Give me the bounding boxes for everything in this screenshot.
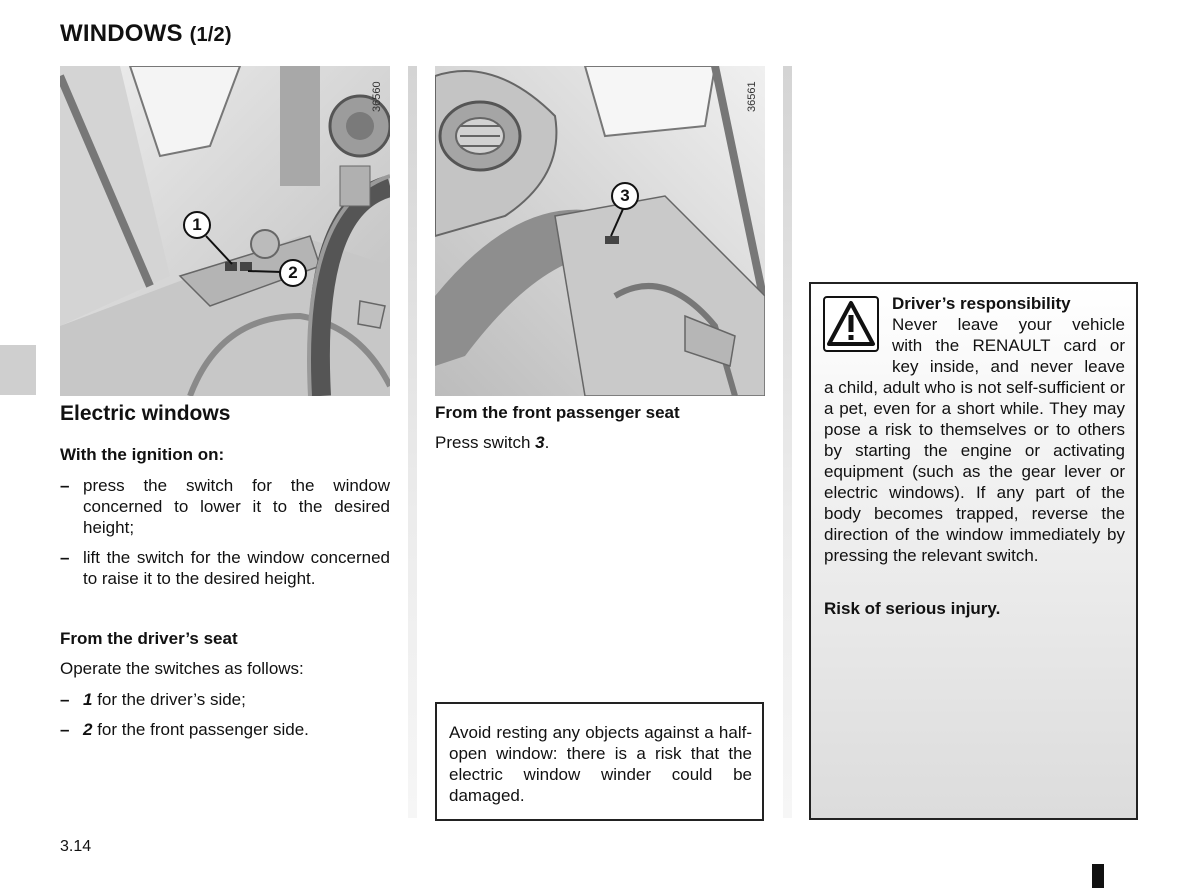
lower-instruction: press the switch for the window concerned to lower it to the desired height;	[83, 476, 390, 537]
figure-reference: 36560	[371, 81, 383, 112]
page-title-main: WINDOWS	[60, 20, 183, 47]
list-item	[60, 719, 390, 740]
ignition-label: With the ignition on:	[60, 445, 225, 464]
switch-number: 1	[83, 690, 93, 709]
passenger-door-drawing	[435, 66, 765, 396]
list-item	[60, 689, 390, 710]
press-end: .	[544, 433, 550, 452]
switch-number: 2	[83, 720, 93, 739]
switch-number: 3	[535, 433, 545, 452]
warning-triangle-icon-glyph	[825, 298, 877, 350]
warning-title: Driver’s responsibility	[892, 294, 1071, 313]
list-item	[60, 475, 390, 538]
warning-line-1: Never leave your vehicle	[892, 315, 1125, 334]
press-text: Press switch	[435, 433, 536, 452]
switch-description: for the front passenger side.	[92, 720, 309, 739]
page-number: 3.14	[60, 838, 92, 855]
warning-triangle-icon	[823, 296, 879, 352]
passenger-door-illustration	[435, 66, 765, 396]
figure-reference: 36561	[746, 81, 758, 112]
column-separator	[408, 66, 417, 818]
page-title-sub: (1/2)	[189, 24, 232, 46]
passenger-seat-label: From the front passenger seat	[435, 403, 680, 422]
driver-seat-label: From the driver’s seat	[60, 629, 238, 648]
driver-intro: Operate the switches as follows:	[60, 659, 304, 678]
bullet-dash: –	[60, 720, 70, 739]
note-box	[435, 702, 764, 821]
callout-1: 1	[183, 211, 211, 239]
warning-risk: Risk of serious injury.	[824, 599, 1001, 618]
warning-body: a child, adult who is not self-sufficient or a pet, even for a short while. They may pose a risk to themselves or to others by starting the engine or activating equipment (such as the gear lever or electric windows). If any part of the body becomes trapped, reverse the direction of the window immediately by pressing the relevant switch.	[824, 378, 1125, 565]
raise-instruction: lift the switch for the window concerned to raise it to the desired height.	[83, 548, 390, 588]
switch-description: for the driver’s side;	[92, 690, 246, 709]
page-edge-marker	[1092, 864, 1104, 888]
list-item	[60, 547, 390, 589]
bullet-dash: –	[60, 476, 70, 495]
section-heading: Electric windows	[60, 402, 231, 425]
bullet-dash: –	[60, 548, 70, 567]
driver-door-illustration	[60, 66, 390, 396]
section-tab	[0, 345, 36, 395]
warning-line-2: with the RENAULT card or	[892, 336, 1125, 355]
page-title	[60, 20, 232, 48]
note-text: Avoid resting any objects against a half-open window: there is a risk that the electric window winder could be damaged.	[449, 723, 752, 805]
callout-3: 3	[611, 182, 639, 210]
bullet-dash: –	[60, 690, 70, 709]
warning-line-3: key inside, and never leave	[892, 357, 1125, 376]
press-switch-text	[435, 432, 549, 453]
callout-2: 2	[279, 259, 307, 287]
column-separator	[783, 66, 792, 818]
driver-door-drawing	[60, 66, 390, 396]
